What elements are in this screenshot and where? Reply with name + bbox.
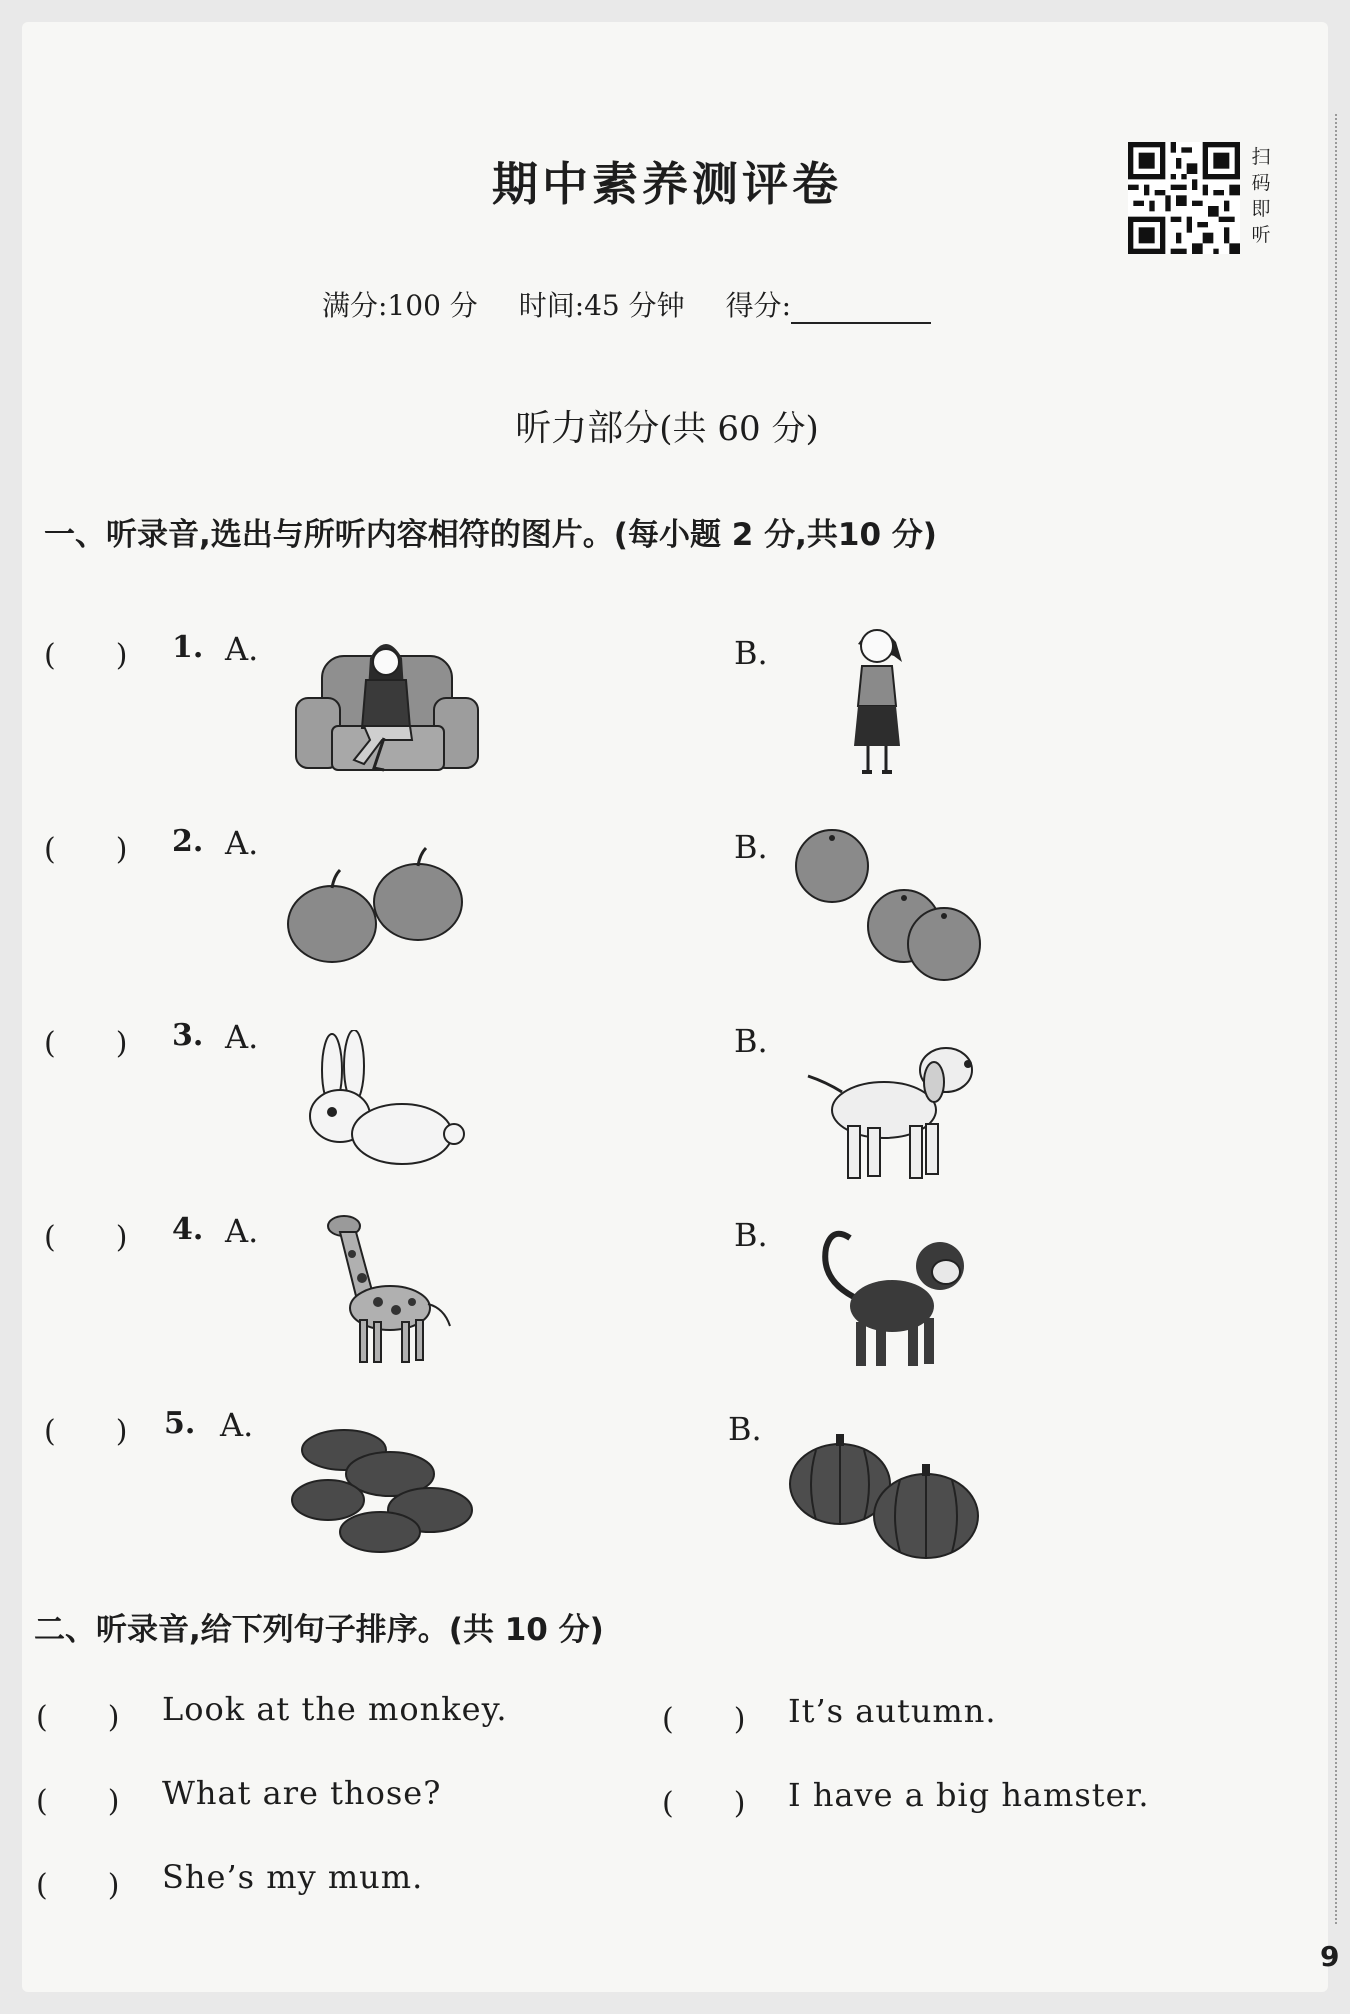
answer-blank[interactable]: ( ): [44, 638, 128, 673]
answer-blank[interactable]: ( ): [44, 1026, 128, 1061]
option-b-label: B.: [734, 634, 768, 672]
girl-standing-icon[interactable]: [842, 622, 912, 782]
answer-blank[interactable]: ( ): [662, 1786, 746, 1821]
page-number: 9: [1320, 1940, 1340, 1973]
part2-heading: 二、听录音,给下列句子排序。(共 10 分): [34, 1612, 604, 1648]
listening-section-title: 听力部分(共 60 分): [515, 408, 819, 449]
answer-blank[interactable]: ( ): [44, 1220, 128, 1255]
worksheet-page: [22, 22, 1340, 1992]
answer-blank[interactable]: ( ): [36, 1784, 120, 1819]
full-marks: 满分:100 分: [322, 289, 478, 322]
oranges-icon[interactable]: [792, 826, 992, 986]
option-a-label: A.: [225, 824, 259, 862]
score-blank[interactable]: [791, 292, 931, 324]
question-number: 2.: [172, 824, 204, 859]
sentence-2: It’s autumn.: [788, 1692, 997, 1730]
sentence-5: She’s my mum.: [162, 1858, 424, 1896]
answer-blank[interactable]: ( ): [36, 1700, 120, 1735]
sentence-4: I have a big hamster.: [788, 1776, 1150, 1814]
answer-blank[interactable]: ( ): [44, 832, 128, 867]
option-a-label: A.: [225, 630, 259, 668]
answer-blank[interactable]: ( ): [662, 1702, 746, 1737]
girl-sitting-on-sofa-icon[interactable]: [292, 628, 482, 778]
part1-heading: 一、听录音,选出与所听内容相符的图片。(每小题 2 分,共10 分): [44, 517, 937, 553]
option-a-label: A.: [225, 1212, 259, 1250]
option-a-label: A.: [220, 1406, 254, 1444]
option-b-label: B.: [734, 828, 768, 866]
sentence-1: Look at the monkey.: [162, 1690, 508, 1728]
answer-blank[interactable]: ( ): [44, 1414, 128, 1449]
giraffe-icon[interactable]: [322, 1208, 462, 1368]
option-b-label: B.: [728, 1410, 762, 1448]
potatoes-icon[interactable]: [290, 1420, 480, 1560]
time-limit: 时间:45 分钟: [518, 289, 685, 322]
monkey-icon[interactable]: [812, 1222, 972, 1372]
answer-blank[interactable]: ( ): [36, 1868, 120, 1903]
option-a-label: A.: [225, 1018, 259, 1056]
pumpkins-icon[interactable]: [786, 1426, 996, 1566]
qr-caption: 扫 码 即 听: [1251, 146, 1271, 246]
dotted-binding-line: [1335, 114, 1337, 1924]
question-number: 3.: [172, 1018, 204, 1053]
sentence-3: What are those?: [162, 1774, 442, 1812]
page-title: 期中素养测评卷: [492, 157, 842, 211]
question-number: 5.: [164, 1406, 196, 1441]
question-number: 1.: [172, 630, 204, 665]
qr-code-icon[interactable]: [1128, 142, 1240, 254]
score-label: 得分:: [725, 289, 791, 322]
exam-meta: [322, 284, 963, 324]
question-number: 4.: [172, 1212, 204, 1247]
option-b-label: B.: [734, 1216, 768, 1254]
apples-icon[interactable]: [282, 842, 482, 972]
dog-icon[interactable]: [806, 1036, 986, 1186]
option-b-label: B.: [734, 1022, 768, 1060]
rabbit-icon[interactable]: [302, 1030, 472, 1170]
